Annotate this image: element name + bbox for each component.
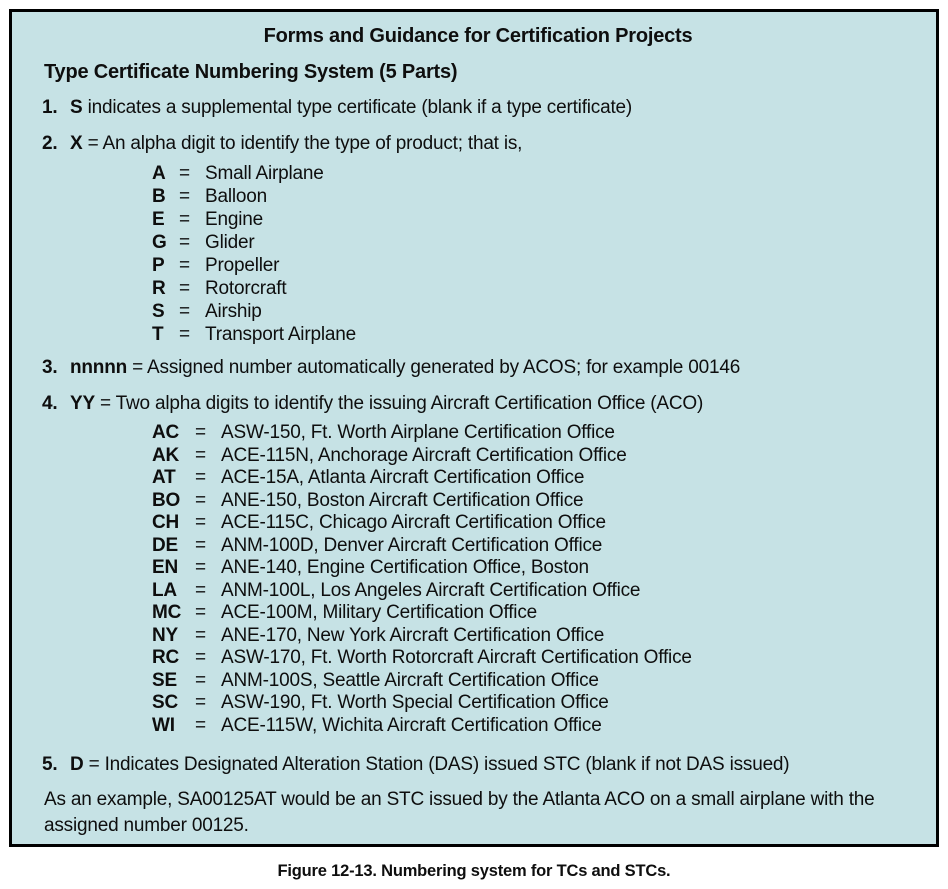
equals-sign: = [179,301,190,322]
equals-sign: = [179,324,190,345]
product-code: P [152,255,165,276]
product-code: A [152,163,166,184]
item-rest: = An alpha digit to identify the type of product; that is, [87,133,523,154]
aco-office-row [152,602,914,625]
aco-name: ANM-100D, Denver Aircraft Certification Office [221,534,603,556]
numbered-item-1 [42,96,914,120]
equals-sign: = [179,255,190,276]
product-type-row [152,254,914,277]
equals-sign: = [195,534,206,556]
aco-name: ANE-170, New York Aircraft Certification Office [221,624,605,646]
aco-office-row [152,625,914,648]
aco-office-row [152,490,914,513]
equals-sign: = [195,714,206,736]
item-rest: = Indicates Designated Alteration Station (DAS) issued STC (blank if not DAS issued) [88,754,790,775]
equals-sign: = [179,278,190,299]
product-type-row [152,208,914,231]
aco-code: MC [152,602,182,623]
aco-office-row [152,535,914,558]
equals-sign: = [179,232,190,253]
item-key: D [70,754,84,775]
aco-office-row [152,715,914,738]
aco-code: SC [152,692,178,713]
equals-sign: = [195,512,206,533]
numbered-item-3 [42,356,914,380]
equals-sign: = [195,602,206,623]
aco-code: WI [152,714,175,736]
equals-sign: = [195,489,206,511]
item-number: 2. [42,133,58,154]
aco-code: AC [152,422,180,443]
aco-office-row [152,647,914,670]
equals-sign: = [195,692,206,713]
aco-office-row [152,512,914,535]
product-name: Glider [205,232,255,253]
product-type-row [152,185,914,208]
aco-office-row [152,557,914,580]
equals-sign: = [195,422,206,443]
aco-office-row [152,445,914,468]
aco-code: BO [152,489,181,511]
aco-code: AK [152,444,180,466]
product-type-row [152,323,914,346]
figure-title: Forms and Guidance for Certification Projects [263,25,693,47]
aco-name: ASW-190, Ft. Worth Special Certification Office [221,692,609,713]
item-number: 4. [42,393,58,414]
equals-sign: = [195,579,206,601]
item-text [70,96,632,120]
item-key: X [70,133,83,154]
equals-sign: = [195,444,206,466]
numbered-item-2 [42,132,914,156]
product-name: Airship [205,301,262,322]
item-text [70,392,703,416]
equals-sign: = [195,647,206,668]
item-key: YY [70,393,95,414]
aco-code: DE [152,534,178,556]
figure-caption: Figure 12-13. Numbering system for TCs and STCs. [277,862,671,880]
aco-office-row [152,580,914,603]
aco-name: ANM-100L, Los Angeles Aircraft Certification Office [221,579,641,601]
item-number: 5. [42,754,58,775]
equals-sign: = [195,557,206,578]
figure-box [9,9,939,847]
product-code: S [152,301,165,322]
product-code: G [152,232,167,253]
item-rest: = Two alpha digits to identify the issuing Aircraft Certification Office (ACO) [100,393,704,414]
aco-name: ACE-115N, Anchorage Aircraft Certification Office [221,444,627,466]
aco-name: ACE-15A, Atlanta Aircraft Certification Office [221,467,585,488]
product-code: B [152,186,166,207]
aco-office-row [152,692,914,715]
aco-office-row [152,670,914,693]
equals-sign: = [195,624,206,646]
item-number: 1. [42,97,58,118]
item-key: S [70,97,83,118]
product-name: Rotorcraft [205,278,287,299]
aco-code: LA [152,579,177,601]
aco-name: ACE-115W, Wichita Aircraft Certification Office [221,714,602,736]
aco-office-list [152,422,914,737]
aco-code: RC [152,647,180,668]
item-rest: indicates a supplemental type certificate (blank if a type certificate) [87,97,633,118]
product-name: Engine [205,209,263,230]
figure-subtitle: Type Certificate Numbering System (5 Parts) [44,61,458,83]
item-text [70,753,789,777]
item-number: 3. [42,357,58,378]
numbered-item-5 [42,753,914,777]
aco-code: SE [152,669,177,691]
aco-name: ACE-115C, Chicago Aircraft Certification Office [221,512,606,533]
equals-sign: = [195,467,206,488]
item-key: nnnnn [70,357,128,378]
aco-code: CH [152,512,180,533]
product-type-row [152,162,914,185]
item-rest: = Assigned number automatically generated by ACOS; for example 00146 [132,357,741,378]
aco-name: ANM-100S, Seattle Aircraft Certification Office [221,669,599,691]
equals-sign: = [195,669,206,691]
aco-office-row [152,422,914,445]
product-type-row [152,277,914,300]
product-code: R [152,278,166,299]
aco-office-row [152,467,914,490]
product-name: Small Airplane [205,163,324,184]
equals-sign: = [179,186,190,207]
aco-name: ASW-170, Ft. Worth Rotorcraft Aircraft Certification Office [221,647,692,668]
product-type-row [152,300,914,323]
example-paragraph: As an example, SA00125AT would be an STC issued by the Atlanta ACO on a small airplane with the assigned number 00125. [44,789,875,836]
product-type-list [152,162,914,346]
equals-sign: = [179,209,190,230]
item-text [70,132,522,156]
aco-code: NY [152,624,178,646]
product-name: Transport Airplane [205,324,356,345]
product-name: Balloon [205,186,267,207]
aco-name: ASW-150, Ft. Worth Airplane Certification Office [221,422,615,443]
equals-sign: = [179,163,190,184]
product-code: T [152,324,164,345]
aco-code: AT [152,467,176,488]
aco-name: ANE-140, Engine Certification Office, Boston [221,557,589,578]
numbered-item-4 [42,392,914,416]
product-type-row [152,231,914,254]
item-text [70,356,740,380]
product-name: Propeller [205,255,280,276]
aco-code: EN [152,557,178,578]
product-code: E [152,209,165,230]
aco-name: ANE-150, Boston Aircraft Certification Office [221,489,584,511]
aco-name: ACE-100M, Military Certification Office [221,602,537,623]
